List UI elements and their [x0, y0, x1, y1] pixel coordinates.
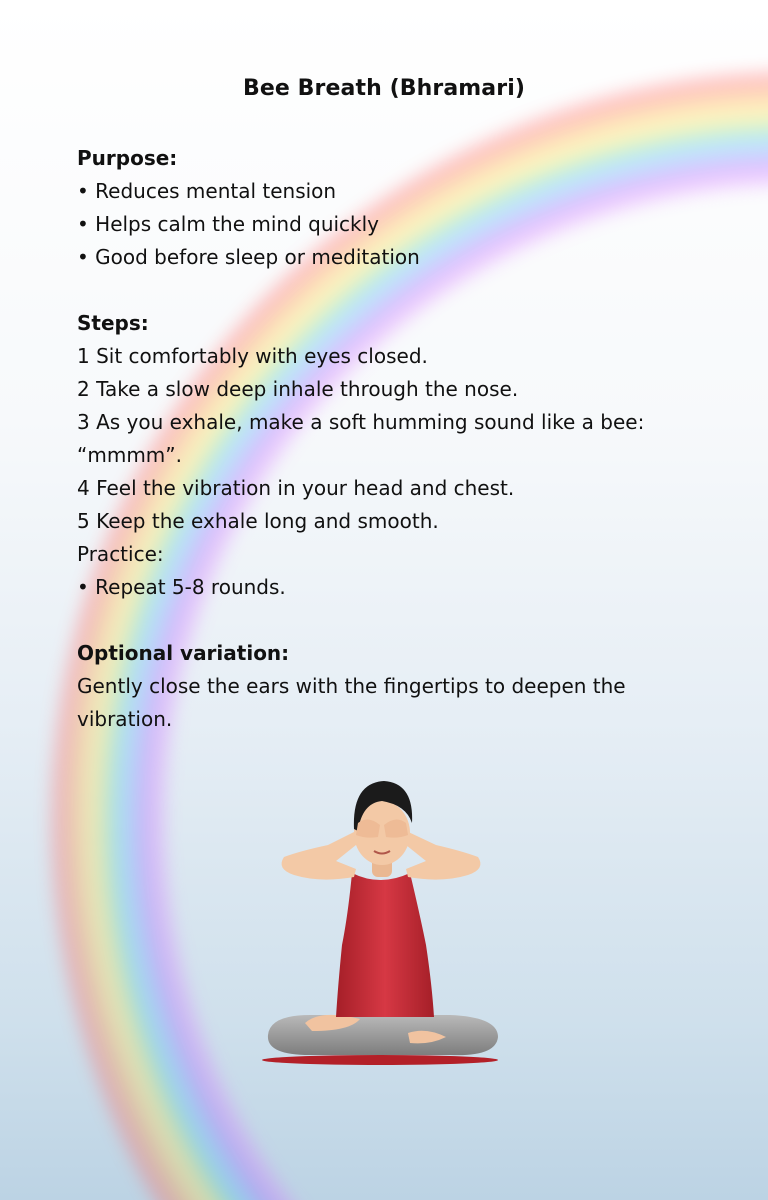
spacer	[77, 604, 697, 637]
purpose-item: • Reduces mental tension	[77, 179, 337, 203]
crossed-legs	[268, 1015, 498, 1055]
purpose-item: • Helps calm the mind quickly	[77, 212, 380, 236]
practice-label: Practice:	[77, 542, 164, 566]
left-arm	[282, 829, 366, 880]
step-item: 5 Keep the exhale long and smooth.	[77, 509, 439, 533]
page-title: Bee Breath (Bhramari)	[243, 76, 525, 101]
meditating-woman-bhramari-icon	[250, 765, 520, 1075]
step-item: 3 As you exhale, make a soft humming sound like a bee:	[77, 410, 645, 434]
steps-heading: Steps:	[77, 311, 149, 335]
red-top	[336, 873, 434, 1017]
step-item: 2 Take a slow deep inhale through the nose.	[77, 377, 519, 401]
content	[77, 142, 697, 736]
step-item: “mmmm”.	[77, 443, 183, 467]
yoga-mat	[262, 1055, 498, 1065]
practice-item: • Repeat 5-8 rounds.	[77, 575, 286, 599]
variation-text: Gently close the ears with the fingertips to deepen the vibration.	[77, 674, 626, 731]
spacer	[77, 274, 697, 307]
purpose-heading: Purpose:	[77, 146, 178, 170]
purpose-item: • Good before sleep or meditation	[77, 245, 420, 269]
step-item: 4 Feel the vibration in your head and chest.	[77, 476, 515, 500]
variation-heading: Optional variation:	[77, 641, 290, 665]
step-item: 1 Sit comfortably with eyes closed.	[77, 344, 428, 368]
